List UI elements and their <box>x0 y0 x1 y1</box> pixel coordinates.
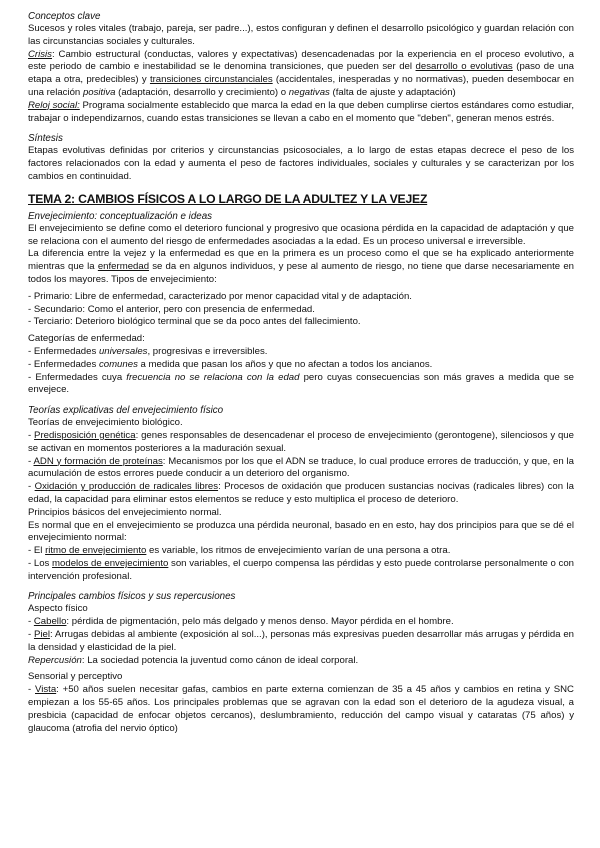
v-text: : +50 años suelen necesitar gafas, cambios en parte externa comienzan de 35 a 45 años y cambios en retina y SNC empiezan a los 55-65 años. Los principales problemas que se agravan con la edad son el deterioro de la agudeza visual, a presbicia (capacidad de enfocar objetos cercanos), deslumbramiento, reducción del campo visual y cataratas (75 años) y glaucoma (atrofia del nervio óptico) <box>28 684 574 734</box>
tipo-secundario: - Secundario: Como el anterior, pero con presencia de enfermedad. <box>28 303 315 315</box>
vista-item <box>28 684 574 735</box>
crisis-text-b: (paso de una etapa a otra, predecibles) y <box>28 61 574 86</box>
c-pre: - <box>28 616 34 628</box>
principio-modelos <box>28 558 574 584</box>
repercusion-item <box>28 655 574 668</box>
t2-term: ADN y formación de proteínas <box>33 455 163 467</box>
teoria-genetica <box>28 430 574 456</box>
t3-text: : Procesos de oxidación que producen sustancias nocivas (radicales libres) con la edad, la capacidad para eliminar estos elementos se reduce y esto multiplica el proceso de deterioro. <box>28 481 574 505</box>
principios-heading: Principios básicos del envejecimiento normal. <box>28 506 222 518</box>
t1-term: Predisposición genética <box>34 429 136 441</box>
cat2-i: comunes <box>98 358 138 370</box>
p-text: : Arrugas debidas al ambiente (exposición al sol...), personas más expresivas pueden desarrollar más arrugas y pérdida en la densidad y elasticidad de la piel. <box>28 629 574 653</box>
rep-text: : La sociedad potencia la juventud como cánon de ideal corporal. <box>81 654 359 666</box>
principales-heading: Principales cambios físicos y sus repercusiones <box>28 591 236 603</box>
t2-text: : Mecanismos por los que el ADN se traduce, lo cual produce errores de traducción, y que, en la acumulación de estos errores puede conducir a un deterioro del organismo. <box>28 455 574 480</box>
categoria-2 <box>28 359 574 372</box>
crisis-text-e: (falta de ajuste y adaptación) <box>329 86 456 98</box>
teorias-subheading: Teorías de envejecimiento biológico. <box>28 417 183 429</box>
p-term: Piel <box>33 629 50 641</box>
aspecto-heading: Aspecto físico <box>28 603 88 615</box>
crisis-positiva: positiva <box>82 86 116 98</box>
p-pre: - <box>28 629 34 641</box>
t3-term: Oxidación y producción de radicales libres <box>34 481 219 493</box>
cat1-b: , progresivas e irreversibles. <box>147 345 268 357</box>
conceptos-heading: Conceptos clave <box>28 11 101 22</box>
t1-text: : genes responsables de desencadenar el proceso de envejecimiento (gerontogene), silenciosos y que se activan en momentos posteriores a la maduración sexual. <box>28 429 574 454</box>
t2-pre: - <box>28 455 34 467</box>
r1-a: - El <box>28 545 46 557</box>
env-p2-enfermedad: enfermedad <box>97 261 150 273</box>
sensorial-heading: Sensorial y perceptivo <box>28 671 123 683</box>
cabello-item <box>28 616 574 629</box>
conceptos-paragraph: Sucesos y roles vitales (trabajo, pareja, ser padre...), estos configuran y definen el desarrollo psicológico y guardan relación con las circunstancias sociales y culturales. <box>28 23 574 47</box>
categorias-heading: Categorías de enfermedad: <box>28 333 145 345</box>
tipo-primario: - Primario: Libre de enfermedad, caracterizado por menor capacidad vital y de adaptación. <box>28 290 412 302</box>
crisis-text-d: (adaptación, desarrollo y crecimiento) o <box>115 86 289 98</box>
rep-term: Repercusión <box>28 654 82 666</box>
tipo-terciario: - Terciario: Deterioro biológico terminal que se da poco antes del fallecimiento. <box>28 316 361 328</box>
sintesis-paragraph: Etapas evolutivas definidas por criterios y circunstancias psicosociales, a lo largo de estas etapas decrece el peso de los factores relacionados con la edad y aumenta el peso de factores individuales, sociales y culturales y se caracterizan por los cambios en continuidad. <box>28 145 574 182</box>
sintesis-heading: Síntesis <box>28 133 63 145</box>
crisis-desarrollo: desarrollo o evolutivas <box>415 61 513 73</box>
v-term: Vista <box>35 684 57 696</box>
r1-term: ritmo de envejecimiento <box>45 545 147 557</box>
teoria-adn <box>28 456 574 482</box>
envejecimiento-paragraph-1: El envejecimiento se define como el deterioro funcional y progresivo que ocasiona pérdida en la capacidad de adaptación y que se relaciona con el aumento del riesgo de enfermedades asociadas a la edad. Es un proceso universal e irreversible. <box>28 222 574 247</box>
crisis-transiciones: transiciones circunstanciales <box>149 74 273 86</box>
principio-ritmo <box>28 545 574 558</box>
cat3-b: pero cuyas consecuencias son más graves a medida que se envejece. <box>28 371 574 396</box>
crisis-paragraph <box>28 49 574 100</box>
r2-b: son variables, el cuerpo compensa las pérdidas y esto puede controlarse personalmente o con intervención profesional. <box>28 557 574 582</box>
cat3-i: frecuencia no se relaciona con la edad <box>126 371 300 383</box>
teoria-oxidacion <box>28 481 574 507</box>
reloj-text: Programa socialmente establecido que marca la edad en la que deben cumplirse ciertos estándares como estudiar, trabajar o independizarnos, cuando estas transiciones se llevan a cabo en el momento que "deben", generan menos estrés. <box>28 99 574 124</box>
envejecimiento-paragraph-2 <box>28 248 574 286</box>
crisis-negativas: negativas <box>288 86 330 98</box>
r2-term: modelos de envejecimiento <box>52 557 169 569</box>
reloj-term: Reloj social: <box>28 99 80 111</box>
categoria-3 <box>28 372 574 398</box>
cat1-a: - Enfermedades <box>28 345 99 357</box>
piel-item <box>28 629 574 655</box>
document-page <box>28 10 574 735</box>
crisis-term: Crisis <box>28 48 52 60</box>
cat2-a: - Enfermedades <box>28 358 99 370</box>
cat3-a: - Enfermedades cuya <box>28 371 127 383</box>
crisis-text-c: (accidentales, inesperadas y no normativas), pueden desembocar en una relación <box>28 74 574 98</box>
c-term: Cabello <box>33 616 67 628</box>
r2-a: - Los <box>28 557 53 569</box>
t1-pre: - <box>28 429 35 441</box>
teorias-heading: Teorías explicativas del envejecimiento físico <box>28 405 224 417</box>
normal-paragraph: Es normal que en el envejecimiento se produzca una pérdida neuronal, basado en en esto, hay dos principios para que se dé el envejecimiento normal: <box>28 519 574 544</box>
t3-pre: - <box>28 481 35 493</box>
categoria-1 <box>28 346 574 359</box>
reloj-paragraph <box>28 100 574 126</box>
v-pre: - <box>28 684 35 696</box>
env-p2-text-a: La diferencia entre la vejez y la enfermedad es que en la primera es un proceso como el que se ha explicado anteriormente mientras que la <box>28 248 574 273</box>
tema2-title: TEMA 2: CAMBIOS FÍSICOS A LO LARGO DE LA ADULTEZ Y LA VEJEZ <box>28 191 428 206</box>
env-p2-text-b: se da en algunos individuos, y pese al aumento de riesgo, no tiene que darse necesariamente en todos los mayores. Tipos de envejecimiento: <box>28 261 574 285</box>
c-text: : pérdida de pigmentación, pelo más delgado y menos denso. Mayor pérdida en el hombre. <box>66 616 454 628</box>
crisis-text-a: : Cambio estructural (conductas, valores y expectativas) desencadenadas por la experiencia en el proceso evolutivo, a este periodo de cambio e inestabilidad se le denomina transiciones, que pueden ser del <box>28 48 574 73</box>
cat2-b: a medida que pasan los años y que no afectan a todos los ancianos. <box>137 358 433 370</box>
r1-b: es variable, los ritmos de envejecimiento varían de una persona a otra. <box>146 545 451 557</box>
cat1-i: universales <box>98 345 148 357</box>
envejecimiento-heading: Envejecimiento: conceptualización e ideas <box>28 210 213 222</box>
